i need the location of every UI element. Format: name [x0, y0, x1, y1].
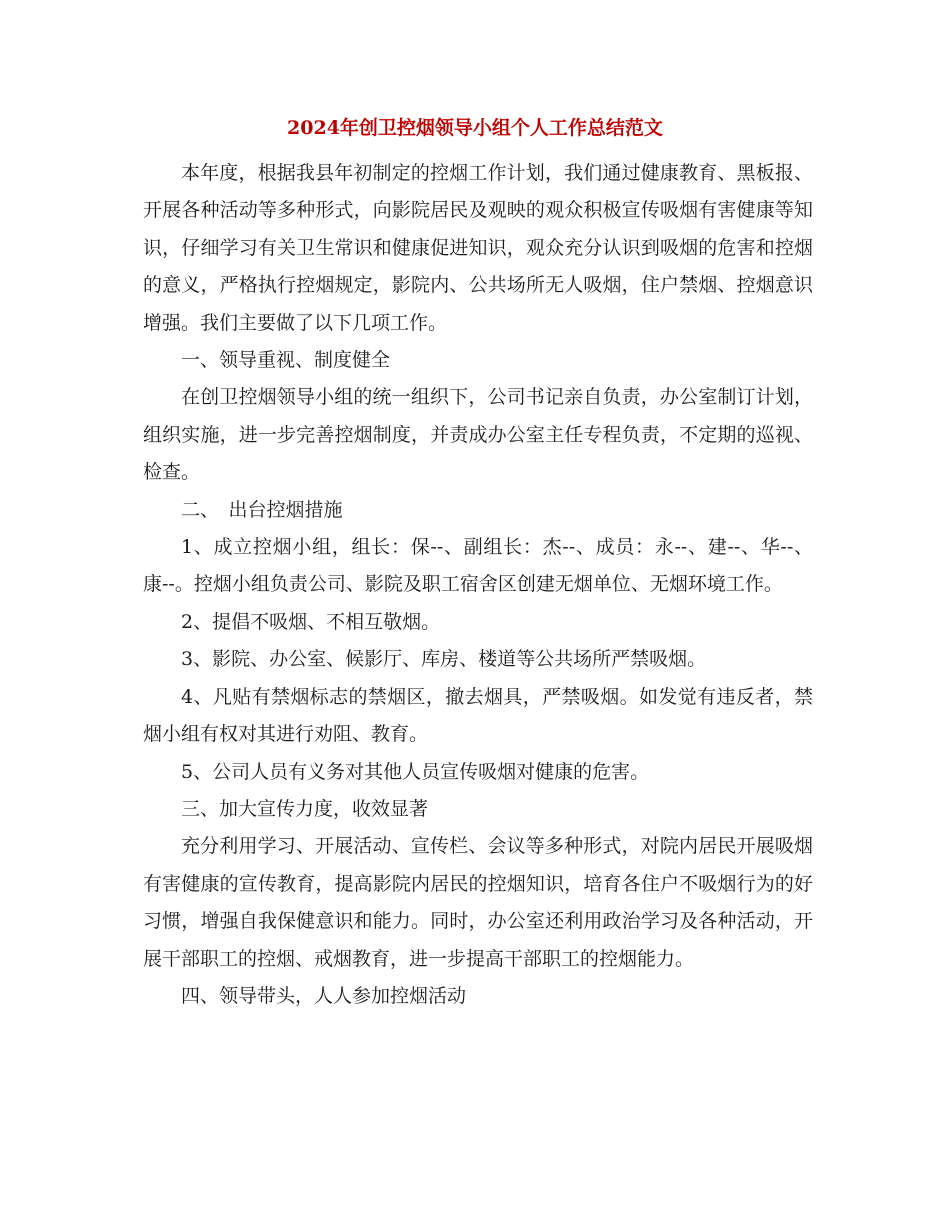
section-3-paragraph: 充分利用学习、开展活动、宣传栏、会议等多种形式，对院内居民开展吸烟有害健康的宣传教育，提高影院内居民的控烟知识，培育各住户不吸烟行为的好习惯，增强自我保健意识和能力。同时，办公室还利用政治学习及各种活动，开展干部职工的控烟、戒烟教育，进一步提高干部职工的控烟能力。	[143, 835, 813, 970]
measure-item-4: 4、凡贴有禁烟标志的禁烟区，撤去烟具，严禁吸烟。如发觉有违反者，禁烟小组有权对其进行劝阻、教育。	[143, 685, 813, 746]
section-1-paragraph: 在创卫控烟领导小组的统一组织下，公司书记亲自负责，办公室制订计划，组织实施，进一步完善控烟制度，并责成办公室主任专程负责，不定期的巡视、检查。	[143, 386, 813, 484]
section-heading-2: 二、 出台控烟措施	[181, 498, 343, 521]
section-heading-3: 三、加大宣传力度，收效显著	[181, 797, 429, 820]
measure-item-5: 5、公司人员有义务对其他人员宣传吸烟对健康的危害。	[181, 760, 650, 783]
section-heading-1: 一、领导重视、制度健全	[181, 349, 391, 372]
measure-item-1: 1、成立控烟小组，组长：保--、副组长：杰--、成员：永--、建--、华--、康--。控烟小组负责公司、影院及职工宿舍区创建无烟单位、无烟环境工作。	[143, 536, 813, 596]
section-heading-4: 四、领导带头，人人参加控烟活动	[181, 984, 467, 1007]
intro-paragraph: 本年度，根据我县年初制定的控烟工作计划，我们通过健康教育、黑板报、开展各种活动等多种形式，向影院居民及观映的观众积极宣传吸烟有害健康等知识，仔细学习有关卫生常识和健康促进知识，观众充分认识到吸烟的危害和控烟的意义，严格执行控烟规定，影院内、公共场所无人吸烟，住户禁烟、控烟意识增强。我们主要做了以下几项工作。	[143, 162, 813, 334]
document-body	[143, 155, 813, 1015]
measure-item-2: 2、提倡不吸烟、不相互敬烟。	[181, 610, 441, 633]
document-title: 2024年创卫控烟领导小组个人工作总结范文	[287, 117, 663, 139]
measure-item-3: 3、影院、办公室、候影厅、库房、楼道等公共场所严禁吸烟。	[181, 648, 707, 671]
